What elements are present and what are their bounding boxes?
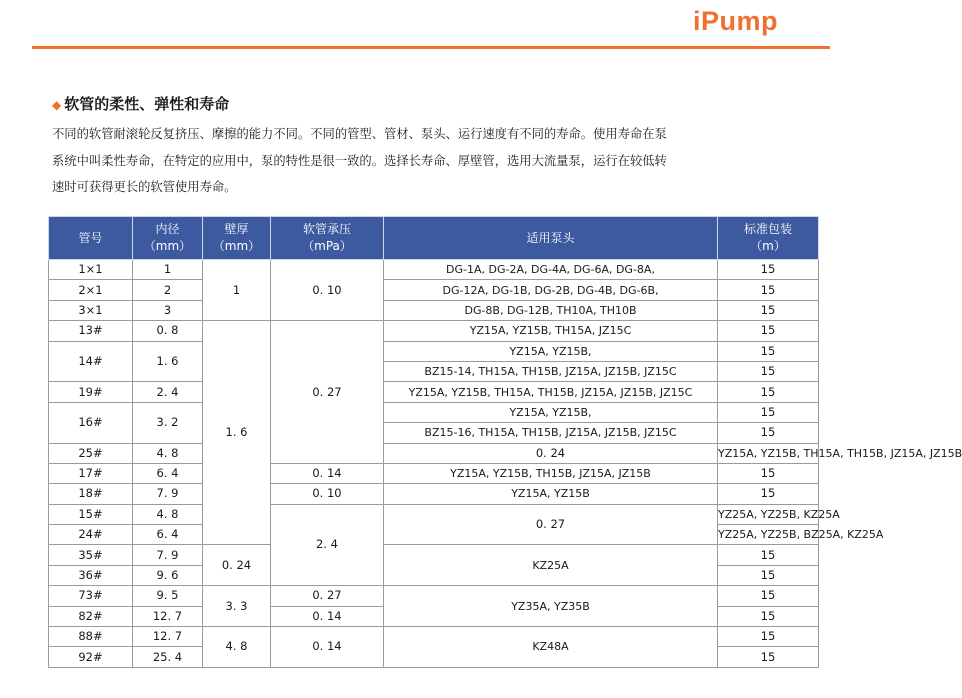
pump-head: BZ15-16, TH15A, TH15B, JZ15A, JZ15B, JZ15C: [384, 423, 718, 443]
pump-head: YZ15A, YZ15B,: [384, 341, 718, 361]
pack: 15: [718, 586, 819, 606]
table-row: [49, 504, 819, 524]
header-pressure: [271, 217, 384, 260]
inner-diameter: 12. 7: [133, 627, 203, 647]
pack: 15: [718, 647, 819, 667]
pressure: 0. 10: [271, 260, 384, 321]
tube-no: 15#: [49, 504, 133, 524]
pack: 15: [718, 627, 819, 647]
pressure: 0. 27: [271, 321, 384, 464]
pack: 15: [718, 463, 819, 483]
pump-head: DG-12A, DG-1B, DG-2B, DG-4B, DG-6B,: [384, 280, 718, 300]
pack: 15: [718, 280, 819, 300]
header-wall-label: 壁厚: [224, 222, 249, 236]
pack: 15: [718, 341, 819, 361]
tube-no: 13#: [49, 321, 133, 341]
table-row: [49, 300, 819, 320]
inner-diameter: 6. 4: [133, 525, 203, 545]
tube-no: 1×1: [49, 260, 133, 280]
table-row: [49, 586, 819, 606]
pump-head: YZ35A, YZ35B: [384, 586, 718, 627]
table-row: [49, 260, 819, 280]
inner-diameter: 1. 6: [133, 341, 203, 382]
pack: 15: [718, 402, 819, 422]
pack: 15: [718, 321, 819, 341]
intro-line: 速时可获得更长的软管使用寿命。: [52, 180, 237, 194]
wall-thickness: 1. 6: [203, 321, 271, 545]
header-inner-diameter: [133, 217, 203, 260]
inner-diameter: 25. 4: [133, 647, 203, 667]
pack: 15: [718, 260, 819, 280]
header-inner-diameter-label: 内径: [155, 222, 180, 236]
inner-diameter: 3: [133, 300, 203, 320]
pump-head: DG-1A, DG-2A, DG-4A, DG-6A, DG-8A,: [384, 260, 718, 280]
tube-no: 19#: [49, 382, 133, 402]
tube-no: 2×1: [49, 280, 133, 300]
wall-thickness: 1: [203, 260, 271, 321]
pump-head: BZ15-14, TH15A, TH15B, JZ15A, JZ15B, JZ15C: [384, 361, 718, 381]
tube-no: 92#: [49, 647, 133, 667]
table-row: [49, 443, 819, 463]
header-standard-pack: [718, 217, 819, 260]
inner-diameter: 9. 6: [133, 565, 203, 585]
pack: 15: [718, 382, 819, 402]
inner-diameter: 3. 2: [133, 402, 203, 443]
table-row: [49, 627, 819, 647]
tube-no: 18#: [49, 484, 133, 504]
pressure: 0. 10: [271, 484, 384, 504]
intro-line: 系统中叫柔性寿命，在特定的应用中，泵的特性是很一致的。选择长寿命、厚壁管，选用大流量泵，运行在较低转: [52, 153, 667, 168]
table-row: [49, 321, 819, 341]
inner-diameter: 4. 8: [133, 443, 203, 463]
table-row: [49, 341, 819, 361]
pump-head: YZ25A, YZ25B, BZ25A, KZ25A: [718, 525, 819, 545]
pressure: 0. 24: [203, 545, 271, 586]
pack: 15: [718, 545, 819, 565]
pressure: 0. 14: [271, 463, 384, 483]
pump-head: YZ15A, YZ15B,: [384, 402, 718, 422]
tube-no: 16#: [49, 402, 133, 443]
diamond-bullet-icon: ◆: [52, 98, 62, 112]
pack: 15: [718, 300, 819, 320]
table-row: [49, 545, 819, 565]
inner-diameter: 1: [133, 260, 203, 280]
inner-diameter: 0. 8: [133, 321, 203, 341]
tube-no: 24#: [49, 525, 133, 545]
header-rule: [32, 46, 830, 49]
intro-paragraph: [52, 121, 792, 201]
pump-head: YZ25A, YZ25B, KZ25A: [718, 504, 819, 524]
tube-no: 17#: [49, 463, 133, 483]
header-pack-unit: （m）: [750, 239, 786, 253]
section-title-text: 软管的柔性、弹性和寿命: [64, 95, 230, 113]
pack: 15: [718, 606, 819, 626]
pressure: 0. 27: [271, 586, 384, 606]
pack: 15: [718, 565, 819, 585]
pump-head: YZ15A, YZ15B: [384, 484, 718, 504]
pack: 15: [718, 423, 819, 443]
table-header-row: [49, 217, 819, 260]
inner-diameter: 2: [133, 280, 203, 300]
inner-diameter: 2. 4: [133, 382, 203, 402]
tube-no: 88#: [49, 627, 133, 647]
pump-head: YZ15A, YZ15B, TH15A, JZ15C: [384, 321, 718, 341]
wall-thickness: 3. 3: [203, 586, 271, 627]
header-pressure-label: 软管承压: [302, 222, 351, 236]
pressure: 0. 14: [271, 606, 384, 626]
wall-thickness: 2. 4: [271, 504, 384, 586]
header-tube-no: 管号: [49, 217, 133, 260]
table-row: [49, 484, 819, 504]
inner-diameter: 7. 9: [133, 545, 203, 565]
tube-no: 14#: [49, 341, 133, 382]
table-row: [49, 280, 819, 300]
tube-no: 82#: [49, 606, 133, 626]
inner-diameter: 6. 4: [133, 463, 203, 483]
section-title: [52, 93, 229, 114]
brand-logo: iPump: [692, 6, 778, 36]
pump-head: KZ48A: [384, 627, 718, 668]
inner-diameter: 4. 8: [133, 504, 203, 524]
tube-spec-table: [48, 216, 962, 668]
pressure: 0. 14: [271, 627, 384, 668]
intro-line: 不同的软管耐滚轮反复挤压、摩擦的能力不同。不同的管型、管材、泵头、运行速度有不同的寿命。使用寿命在泵: [52, 127, 667, 141]
inner-diameter: 7. 9: [133, 484, 203, 504]
pump-head: YZ15A, YZ15B, TH15A, TH15B, JZ15A, JZ15B: [718, 443, 819, 463]
header-wall-unit: （mm）: [212, 239, 261, 253]
tube-no: 3×1: [49, 300, 133, 320]
pressure: 0. 27: [384, 504, 718, 545]
pump-head: KZ25A: [384, 545, 718, 586]
header-inner-diameter-unit: （mm）: [143, 239, 192, 253]
inner-diameter: 12. 7: [133, 606, 203, 626]
pump-head: DG-8B, DG-12B, TH10A, TH10B: [384, 300, 718, 320]
tube-no: 73#: [49, 586, 133, 606]
tube-no: 36#: [49, 565, 133, 585]
header-pump-head: 适用泵头: [384, 217, 718, 260]
header-pressure-unit: （mPa）: [302, 239, 352, 253]
header-pack-label: 标准包装: [743, 222, 792, 236]
pump-head: YZ15A, YZ15B, TH15B, JZ15A, JZ15B: [384, 463, 718, 483]
tube-no: 25#: [49, 443, 133, 463]
tube-no: 35#: [49, 545, 133, 565]
inner-diameter: 9. 5: [133, 586, 203, 606]
pack: 15: [718, 484, 819, 504]
table-row: [49, 402, 819, 422]
wall-thickness: 4. 8: [203, 627, 271, 668]
header-wall-thickness: [203, 217, 271, 260]
pack: 15: [718, 361, 819, 381]
table-row: [49, 382, 819, 402]
pump-head: YZ15A, YZ15B, TH15A, TH15B, JZ15A, JZ15B, JZ15C: [384, 382, 718, 402]
pressure: 0. 24: [384, 443, 718, 463]
table-row: [49, 463, 819, 483]
